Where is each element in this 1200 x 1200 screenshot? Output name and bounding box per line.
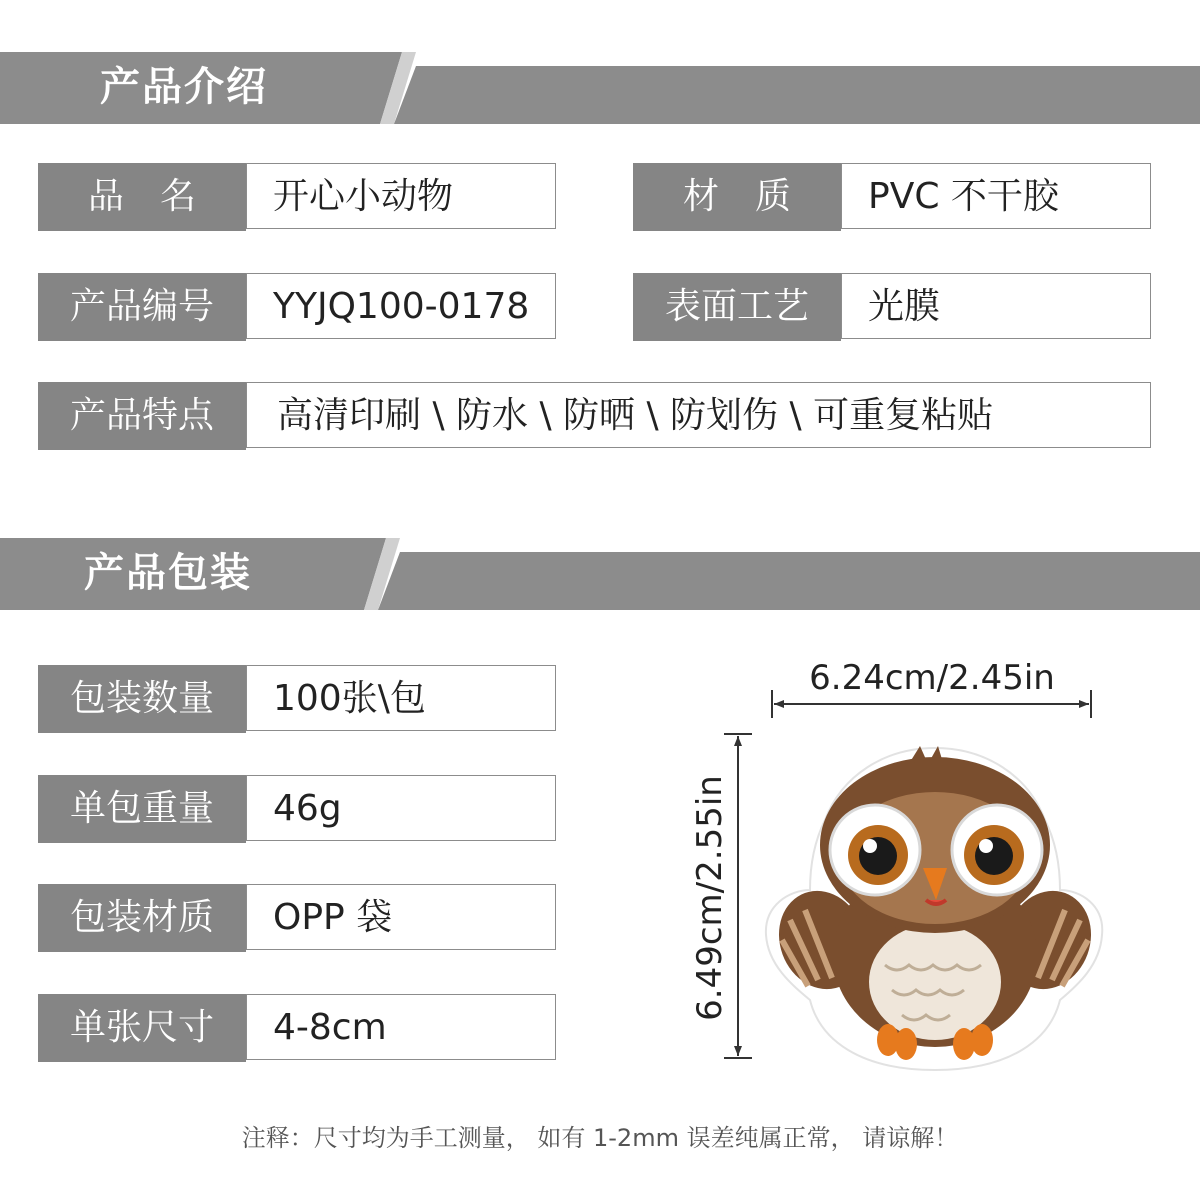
spec-value: 开心小动物 — [246, 163, 556, 229]
spec-value: 高清印刷 \ 防水 \ 防晒 \ 防划伤 \ 可重复粘贴 — [246, 382, 1151, 448]
spec-value: 100张\包 — [246, 665, 556, 731]
spec-value: OPP 袋 — [246, 884, 556, 950]
spec-label: 单包重量 — [38, 775, 246, 843]
spec-label: 单张尺寸 — [38, 994, 246, 1062]
spec-label: 包装数量 — [38, 665, 246, 733]
spec-value: PVC 不干胶 — [841, 163, 1151, 229]
spec-label: 表面工艺 — [633, 273, 841, 341]
spec-value: YYJQ100-0178 — [246, 273, 556, 339]
owl-sticker-illustration — [760, 740, 1110, 1080]
spec-label: 产品编号 — [38, 273, 246, 341]
spec-label: 产品特点 — [38, 382, 246, 450]
section-title: 产品包装 — [84, 550, 252, 596]
spec-value: 4-8cm — [246, 994, 556, 1060]
width-dimension-label: 6.24cm/2.45in — [809, 658, 1055, 698]
spec-label: 包装材质 — [38, 884, 246, 952]
spec-label: 材 质 — [633, 163, 841, 231]
height-dimension-label: 6.49cm/2.55in — [690, 775, 730, 1021]
spec-value: 光膜 — [841, 273, 1151, 339]
measurement-note: 注释：尺寸均为手工测量， 如有 1-2mm 误差纯属正常， 请谅解！ — [241, 1124, 959, 1152]
section-title: 产品介绍 — [100, 64, 268, 110]
spec-value: 46g — [246, 775, 556, 841]
spec-label: 品 名 — [38, 163, 246, 231]
